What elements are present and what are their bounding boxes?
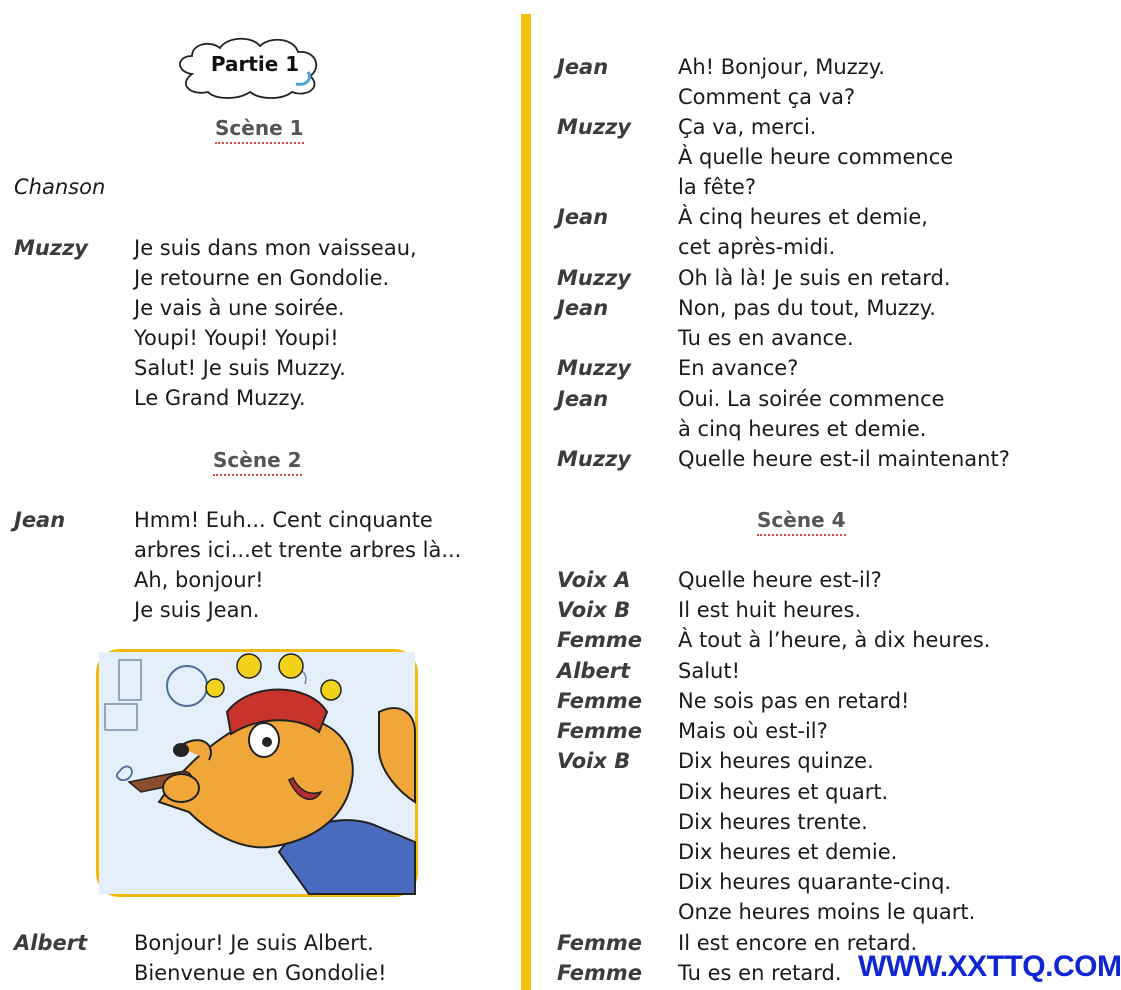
speaker-name: Voix B [557, 598, 631, 622]
dialogue-line: À quelle heure commence [678, 145, 954, 169]
dialogue-line: Ah! Bonjour, Muzzy. [678, 55, 885, 79]
dialogue-line: Comment ça va? [678, 85, 856, 109]
speaker-name: Femme [557, 931, 642, 955]
dialogue-line: Salut! Je suis Muzzy. [134, 356, 346, 380]
dialogue-line: Onze heures moins le quart. [678, 900, 976, 924]
scene-2-title: Scène 2 [213, 448, 302, 476]
dialogue-line: Hmm! Euh... Cent cinquante [134, 508, 433, 532]
dialogue-line: Dix heures et quart. [678, 780, 889, 804]
scene-4-title: Scène 4 [757, 508, 846, 536]
dialogue-line: Non, pas du tout, Muzzy. [678, 296, 936, 320]
dialogue-line: Je vais à une soirée. [134, 296, 345, 320]
watermark: WWW.XXTTQ.COM [858, 950, 1121, 983]
dialogue-line: En avance? [678, 356, 799, 380]
speaker-name: Muzzy [557, 115, 631, 139]
column-divider [521, 14, 531, 990]
dialogue-line: Ah, bonjour! [134, 568, 264, 592]
speaker-name: Femme [557, 961, 642, 985]
dialogue-line: Tu es en retard. [678, 961, 842, 985]
dialogue-line: Dix heures trente. [678, 810, 868, 834]
dialogue-line: à cinq heures et demie. [678, 417, 927, 441]
dialogue-line: Bienvenue en Gondolie! [134, 961, 387, 985]
dialogue-line: Tu es en avance. [678, 326, 854, 350]
dialogue-line: À tout à l’heure, à dix heures. [678, 628, 991, 652]
song-label: Chanson [14, 175, 106, 199]
dialogue-line: Salut! [678, 659, 740, 683]
speaker-name: Jean [14, 508, 66, 532]
dialogue-line: Youpi! Youpi! Youpi! [134, 326, 339, 350]
dialogue-line: Le Grand Muzzy. [134, 386, 306, 410]
speaker-name: Femme [557, 689, 642, 713]
dialogue-line: Je suis dans mon vaisseau, [134, 236, 417, 260]
dialogue-line: Oui. La soirée commence [678, 387, 945, 411]
speaker-name: Voix B [557, 749, 631, 773]
dialogue-line: Je suis Jean. [134, 598, 260, 622]
scene-1-title: Scène 1 [215, 116, 304, 144]
dialogue-line: À cinq heures et demie, [678, 205, 928, 229]
speaker-name: Albert [14, 931, 88, 955]
dialogue-line: Dix heures et demie. [678, 840, 898, 864]
speaker-name: Muzzy [14, 236, 88, 260]
speaker-name: Muzzy [557, 266, 631, 290]
dialogue-line: Il est encore en retard. [678, 931, 918, 955]
dialogue-line: cet après-midi. [678, 235, 836, 259]
dialogue-line: Mais où est-il? [678, 719, 828, 743]
dialogue-line: Dix heures quarante-cinq. [678, 870, 952, 894]
dialogue-line: Quelle heure est-il? [678, 568, 882, 592]
dialogue-line: Ça va, merci. [678, 115, 817, 139]
cartoon-illustration [96, 649, 418, 897]
dialogue-line: Il est huit heures. [678, 598, 862, 622]
speaker-name: Albert [557, 659, 631, 683]
speaker-name: Jean [557, 296, 609, 320]
dialogue-line: arbres ici...et trente arbres là... [134, 538, 462, 562]
speaker-name: Muzzy [557, 447, 631, 471]
dialogue-line: Ne sois pas en retard! [678, 689, 910, 713]
speaker-name: Femme [557, 719, 642, 743]
speaker-name: Voix A [557, 568, 631, 592]
speaker-name: Jean [557, 205, 609, 229]
speaker-name: Jean [557, 387, 609, 411]
dialogue-line: Bonjour! Je suis Albert. [134, 931, 374, 955]
speaker-name: Femme [557, 628, 642, 652]
dialogue-line: Oh là là! Je suis en retard. [678, 266, 951, 290]
dialogue-line: la fête? [678, 175, 756, 199]
dialogue-line: Dix heures quinze. [678, 749, 874, 773]
dialogue-line: Je retourne en Gondolie. [134, 266, 390, 290]
speaker-name: Muzzy [557, 356, 631, 380]
speaker-name: Jean [557, 55, 609, 79]
part-title: Partie 1 [210, 52, 300, 76]
dialogue-line: Quelle heure est-il maintenant? [678, 447, 1010, 471]
